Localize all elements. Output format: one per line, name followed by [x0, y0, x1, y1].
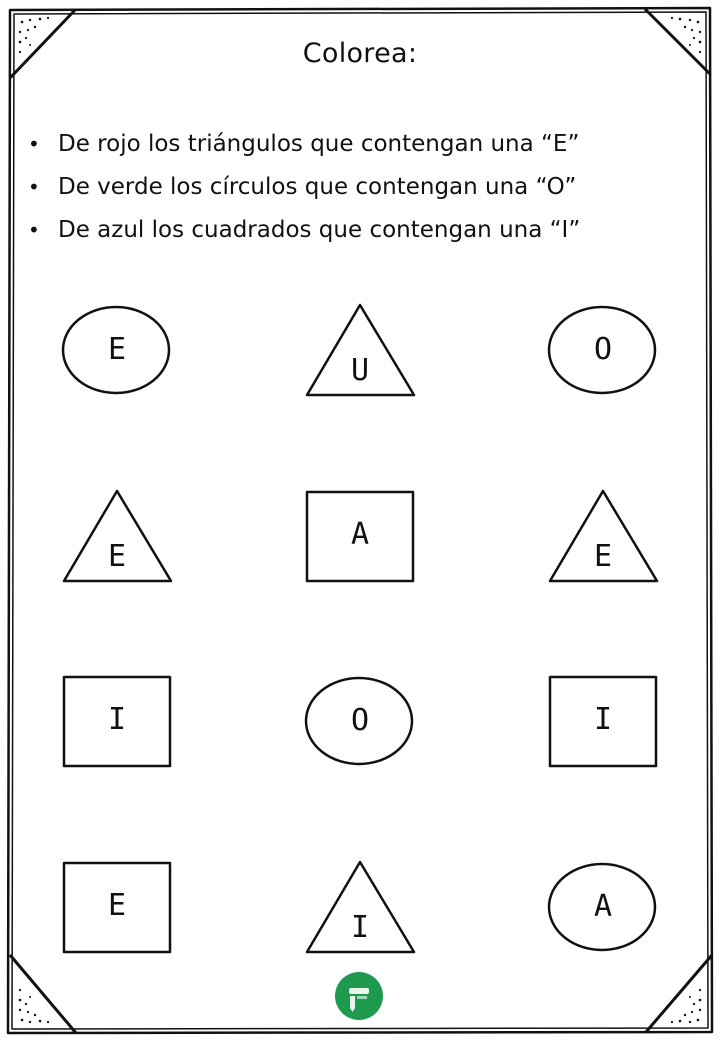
triangle-4[interactable] — [61, 489, 173, 584]
pencil-icon — [335, 972, 383, 1020]
instruction-red-triangles: • De rojo los triángulos que contengan una “E” — [28, 126, 580, 169]
circle-3[interactable] — [547, 303, 659, 398]
triangle-2[interactable] — [304, 303, 416, 398]
shape-letter: U — [350, 353, 370, 388]
square-7[interactable] — [61, 674, 173, 769]
circle-8[interactable] — [304, 674, 416, 769]
shape-letter: I — [350, 910, 370, 945]
shape-letter: O — [593, 332, 613, 367]
shape-letter: E — [107, 888, 127, 923]
shape-letter: I — [107, 702, 127, 737]
shape-letter: O — [350, 703, 370, 738]
shape-letter: E — [107, 539, 127, 574]
triangle-11[interactable] — [304, 860, 416, 955]
square-9[interactable] — [547, 674, 659, 769]
triangle-6[interactable] — [547, 489, 659, 584]
circle-1[interactable] — [61, 303, 173, 398]
publisher-logo — [335, 972, 383, 1020]
instruction-green-circles: • De verde los círculos que contengan una “O” — [28, 169, 580, 212]
shape-letter: E — [593, 539, 613, 574]
square-5[interactable] — [304, 489, 416, 584]
shape-letter: E — [107, 332, 127, 367]
instruction-list — [28, 126, 580, 255]
shape-letter: A — [593, 889, 613, 924]
shape-letter: A — [350, 517, 370, 552]
shape-letter: I — [593, 702, 613, 737]
instruction-blue-squares: • De azul los cuadrados que contengan una “I” — [28, 212, 580, 255]
page-title: Colorea: — [302, 38, 418, 69]
square-10[interactable] — [61, 860, 173, 955]
circle-12[interactable] — [547, 860, 659, 955]
